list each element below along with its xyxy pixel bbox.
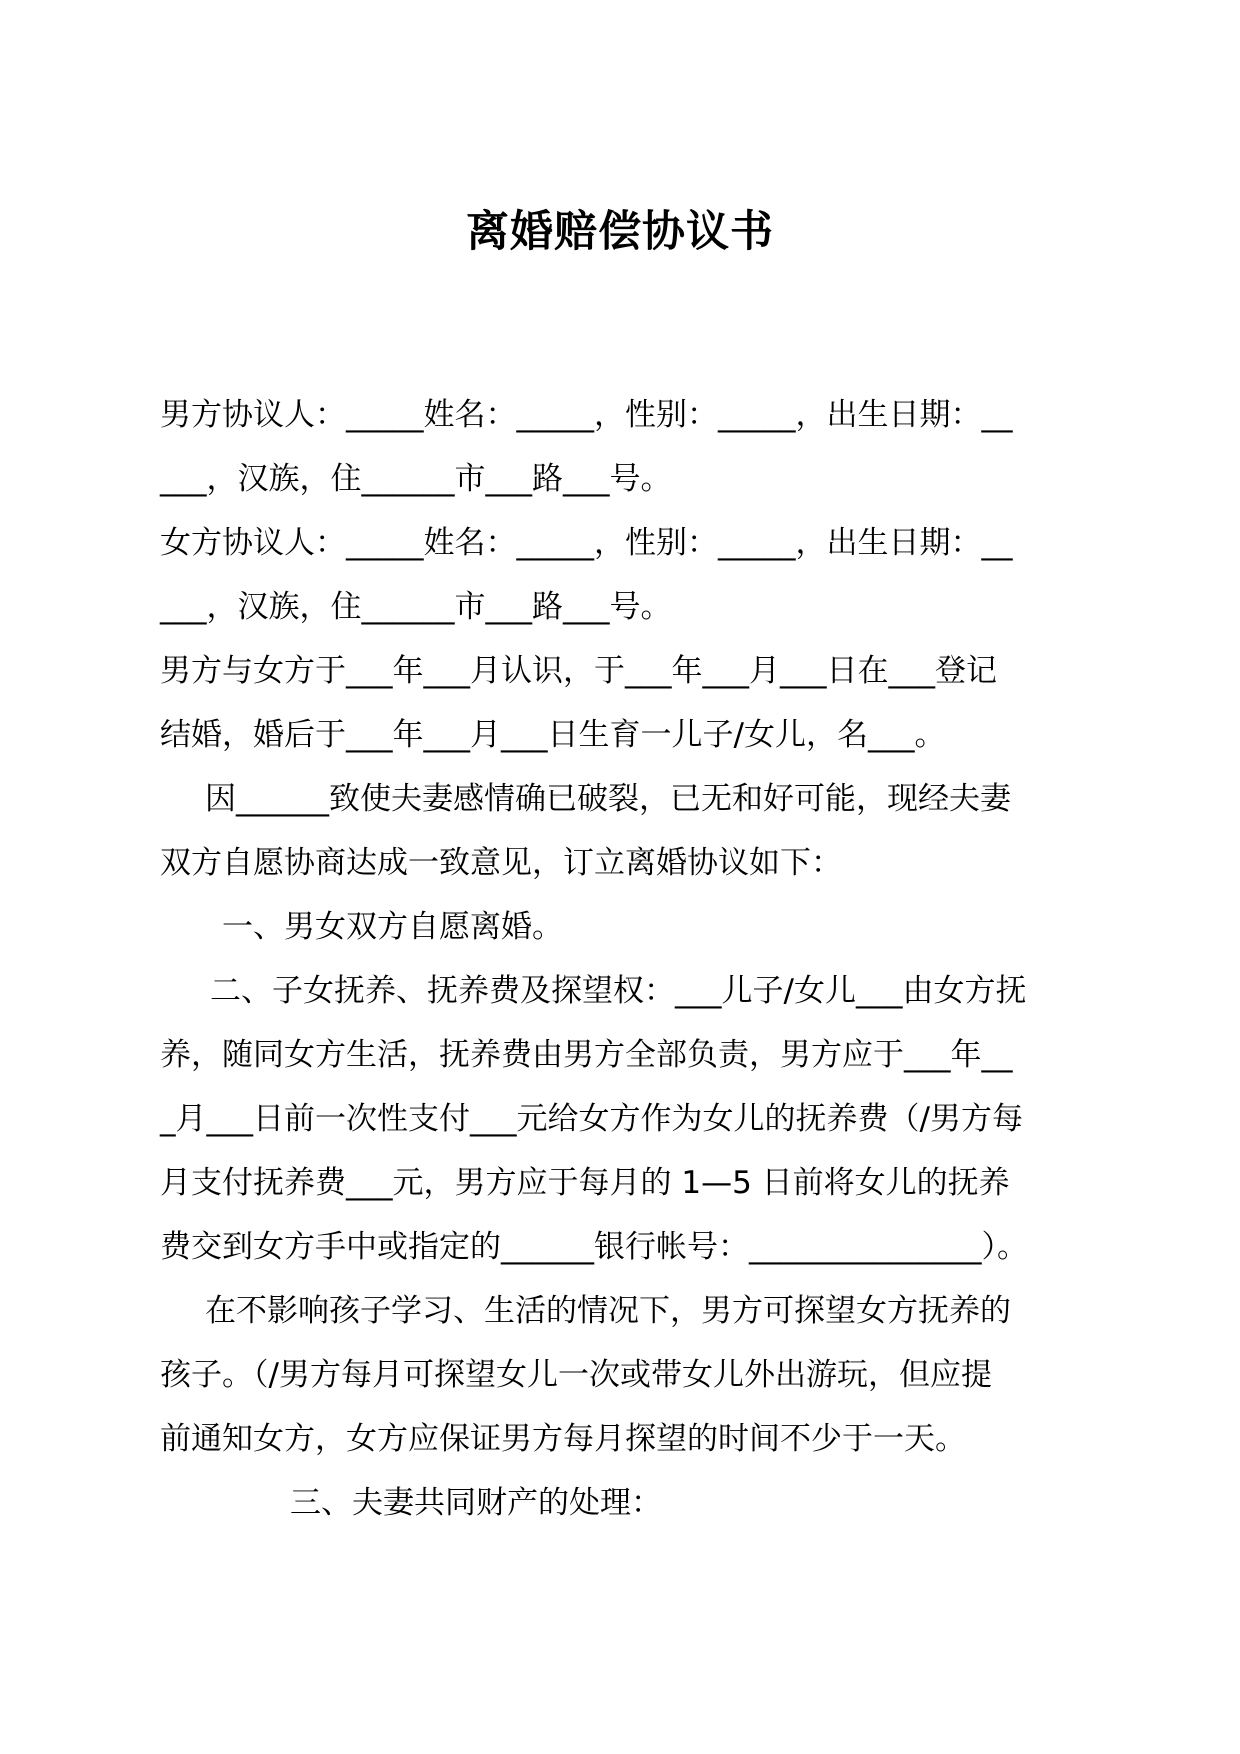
text-line bbox=[160, 1215, 1086, 1279]
section-heading-1 bbox=[160, 895, 1086, 959]
line-text: 男方与女方于___年___月认识，于___年___月___日在___登记 bbox=[160, 653, 997, 689]
text-line bbox=[160, 1343, 1086, 1407]
document-title: 离婚赔偿协议书 bbox=[466, 207, 774, 257]
line-text: 结婚，婚后于___年___月___日生育一儿子/女儿，名___。 bbox=[160, 717, 946, 753]
line-text: 月支付抚养费___元，男方应于每月的 1—5 日前将女儿的抚养 bbox=[160, 1165, 1010, 1201]
text-line bbox=[160, 1087, 1086, 1151]
line-text: 双方自愿协商达成一致意见，订立离婚协议如下： bbox=[160, 845, 842, 881]
line-text: 女方协议人：_____姓名：_____，性别：_____，出生日期：__ bbox=[160, 525, 1013, 561]
text-line bbox=[160, 639, 1086, 703]
line-text: 费交到女方手中或指定的______银行帐号：_______________）。 bbox=[160, 1229, 1028, 1265]
text-line bbox=[160, 1151, 1086, 1215]
line-text: 三、夫妻共同财产的处理： bbox=[290, 1485, 662, 1521]
line-text: 一、男女双方自愿离婚。 bbox=[222, 909, 563, 945]
line-text: 因______致使夫妻感情确已破裂，已无和好可能，现经夫妻 bbox=[205, 781, 1011, 817]
text-line bbox=[160, 767, 1086, 831]
section-heading-2 bbox=[160, 959, 1086, 1023]
text-line bbox=[160, 703, 1086, 767]
text-line bbox=[160, 511, 1086, 575]
line-text: 孩子。（/男方每月可探望女儿一次或带女儿外出游玩，但应提 bbox=[160, 1357, 992, 1393]
text-line bbox=[160, 1279, 1086, 1343]
text-line bbox=[160, 1023, 1086, 1087]
line-text: ___，汉族，住______市___路___号。 bbox=[160, 589, 672, 625]
text-line bbox=[160, 831, 1086, 895]
text-line bbox=[160, 575, 1086, 639]
line-text: 前通知女方，女方应保证男方每月探望的时间不少于一天。 bbox=[160, 1421, 966, 1457]
line-text: 二、子女抚养、抚养费及探望权：___儿子/女儿___由女方抚 bbox=[210, 973, 1027, 1009]
line-text: 男方协议人：_____姓名：_____，性别：_____，出生日期：__ bbox=[160, 397, 1013, 433]
line-text: _月___日前一次性支付___元给女方作为女儿的抚养费（/男方每 bbox=[160, 1101, 1023, 1137]
text-line bbox=[160, 447, 1086, 511]
text-line bbox=[160, 1407, 1086, 1471]
line-text: 养，随同女方生活，抚养费由男方全部负责，男方应于___年__ bbox=[160, 1037, 1013, 1073]
line-text: 在不影响孩子学习、生活的情况下，男方可探望女方抚养的 bbox=[205, 1293, 1011, 1329]
section-heading-3 bbox=[160, 1471, 1086, 1535]
text-line bbox=[160, 383, 1086, 447]
document-body bbox=[160, 383, 1086, 1535]
line-text: ___，汉族，住______市___路___号。 bbox=[160, 461, 672, 497]
